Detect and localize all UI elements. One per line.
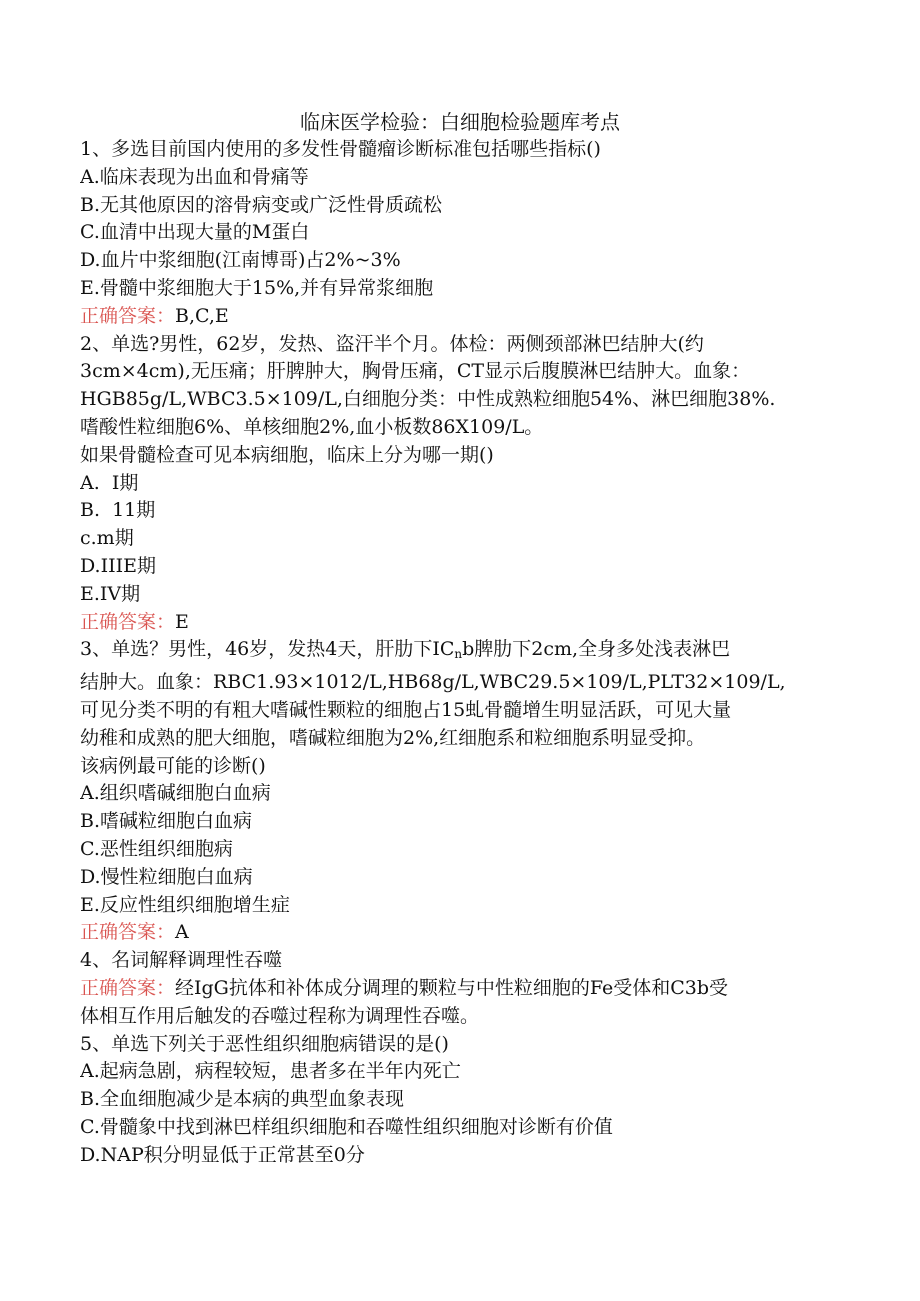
document-title: 临床医学检验：白细胞检验题库考点 [300, 110, 620, 134]
option-a: A.起病急剧，病程较短，患者多在半年内死亡 [80, 1060, 461, 1083]
option-b: B.全血细胞减少是本病的典型血象表现 [80, 1088, 405, 1111]
question-stem: 该病例最可能的诊断() [80, 754, 266, 777]
option-b: B. 11期 [80, 499, 156, 522]
question-stem: 如果骨髓检查可见本病细胞，临床上分为哪一期() [80, 443, 494, 466]
option-c: C.骨髓象中找到淋巴样组织细胞和吞噬性组织细胞对诊断有价值 [80, 1115, 613, 1138]
answer-label: 正确答案： [80, 921, 176, 944]
answer-line [80, 303, 840, 331]
stem-subscript: n [454, 647, 463, 662]
answer-value: B,C,E [175, 304, 229, 327]
option-d: D.慢性粒细胞白血病 [80, 865, 253, 888]
option-d: D.血片中浆细胞(江南博哥)占2%~3% [80, 249, 401, 272]
question-stem: 结肿大。血象：RBC1.93×1012/L,HB68g/L,WBC29.5×109/L,PLT32×109/L, [80, 671, 786, 694]
question-stem: 2、单选?男性，62岁，发热、盗汗半个月。体检：两侧颈部淋巴结肿大(约 [80, 332, 704, 355]
answer-line [80, 975, 840, 1003]
question-5 [80, 1031, 840, 1170]
answer-label: 正确答案： [80, 976, 176, 999]
question-stem: 1、多选目前国内使用的多发性骨髓瘤诊断标准包括哪些指标() [80, 138, 601, 160]
answer-continuation: 体相互作用后触发的吞噬过程称为调理性吞噬。 [80, 1004, 480, 1027]
question-stem: 5、单选下列关于恶性组织细胞病错误的是() [80, 1032, 449, 1055]
question-stem: 4、名词解释调理性吞噬 [80, 949, 283, 972]
question-1 [80, 136, 840, 331]
question-stem [80, 636, 840, 669]
option-c: c.m期 [80, 527, 134, 550]
question-stem: 嗜酸性粒细胞6%、单核细胞2%,血小板数86X109/L。 [80, 415, 544, 438]
option-a: A.临床表现为出血和骨痛等 [80, 165, 309, 188]
stem-text: 3、单选？男性，46岁，发热4天，肝肋下IC [80, 638, 455, 661]
answer-line [80, 919, 840, 947]
question-4 [80, 947, 840, 1030]
question-3 [80, 636, 840, 947]
option-e: E.IV期 [80, 582, 141, 605]
answer-label: 正确答案： [80, 610, 176, 633]
option-a: A.组织嗜碱细胞白血病 [80, 782, 271, 805]
answer-value: A [175, 921, 189, 944]
option-b: B.无其他原因的溶骨病变或广泛性骨质疏松 [80, 193, 443, 216]
question-2 [80, 331, 840, 637]
option-a: A. I期 [80, 471, 139, 494]
option-c: C.血清中出现大量的M蛋白 [80, 221, 310, 244]
answer-value: E [175, 610, 189, 633]
option-e: E.骨髓中浆细胞大于15%,并有异常浆细胞 [80, 276, 434, 299]
question-stem: 幼稚和成熟的肥大细胞，嗜碱粒细胞为2%,红细胞系和粒细胞系明显受抑。 [80, 726, 706, 749]
question-stem: 可见分类不明的有粗大嗜碱性颗粒的细胞占15虬骨髓增生明显活跃，可见大量 [80, 698, 732, 721]
option-e: E.反应性组织细胞增生症 [80, 893, 290, 916]
answer-line [80, 609, 840, 637]
answer-label: 正确答案： [80, 304, 176, 327]
question-stem: 3cm×4cm),无压痛；肝脾肿大，胸骨压痛，CT显示后腹膜淋巴结肿大。血象： [80, 360, 751, 383]
question-stem: HGB85g/L,WBC3.5×109/L,白细胞分类：中性成熟粒细胞54%、淋巴细胞38%. [80, 388, 776, 411]
option-d: D.IIIE期 [80, 554, 156, 577]
option-c: C.恶性组织细胞病 [80, 837, 233, 860]
stem-text: b脾肋下2cm,全身多处浅表淋巴 [462, 638, 731, 661]
option-d: D.NAP积分明显低于正常甚至0分 [80, 1143, 365, 1166]
option-b: B.嗜碱粒细胞白血病 [80, 810, 253, 833]
answer-value: 经IgG抗体和补体成分调理的颗粒与中性粒细胞的Fe受体和C3b受 [175, 976, 729, 999]
document-body [80, 136, 840, 1169]
